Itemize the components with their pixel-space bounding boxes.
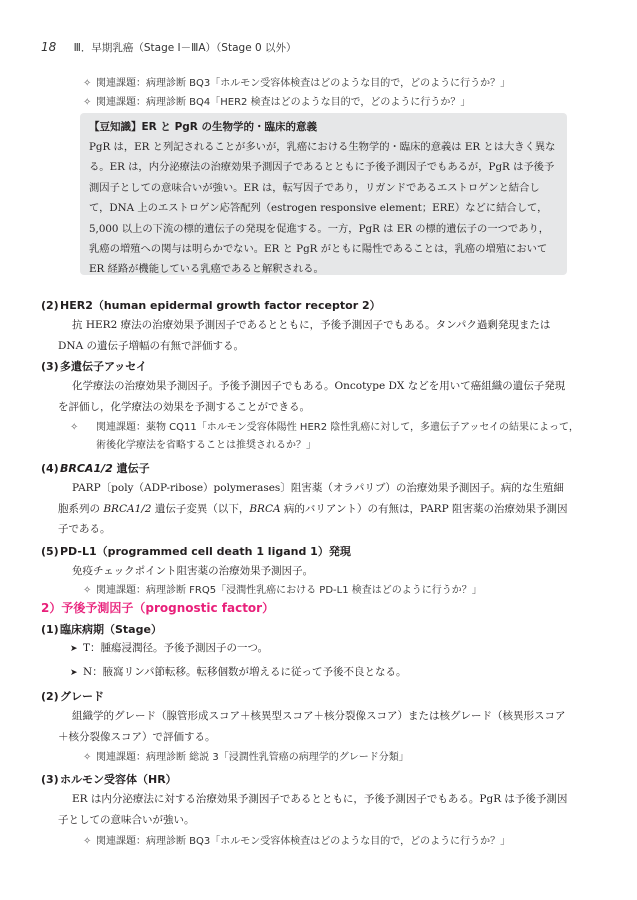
- section-heading-brca: (4)BRCA1/2 遺伝子: [41, 462, 150, 475]
- running-header: [41, 40, 297, 55]
- section-heading-prognostic: 2）予後予測因子（prognostic factor）: [41, 601, 275, 615]
- section-heading-hormone-receptor: (3)ホルモン受容体（HR）: [41, 773, 177, 786]
- section-text-pdl1: 免疫チェックポイント阻害薬の治療効果予測因子。: [72, 565, 314, 577]
- section-heading-stage: (1)臨床病期（Stage）: [41, 623, 162, 636]
- running-title: Ⅲ．早期乳癌（Stage Ⅰ－ⅢA）（Stage 0 以外）: [73, 42, 297, 54]
- page-number: 18: [41, 40, 57, 54]
- tip-box-title: 【豆知識】ER と PgR の生物学的・臨床的意義: [89, 121, 318, 133]
- list-item: ➤ N：腋窩リンパ節転移。転移個数が増えるに従って予後不良となる。: [70, 666, 407, 678]
- section-text-hormone-receptor: ER は内分泌療法に対する治療効果予測因子であるとともに，予後予測因子でもある。PgR は予後予測因子としての意味合いが強い。: [58, 793, 568, 826]
- related-topic-ref: ✧ 関連課題：病理診断 BQ3「ホルモン受容体検査はどのような目的で，どのように行うか？」: [83, 78, 511, 89]
- section-heading-pdl1: (5)PD-L1（programmed cell death 1 ligand 1）発現: [41, 545, 351, 558]
- tip-box-body: PgR は，ER と列記されることが多いが，乳癌における生物学的・臨床的意義は ER とは大きく異なる。ER は，内分泌療法の治療効果予測因子であるとともに予後予測因子でもあるが，PgR は予後予測因子としての意味合いが強い。ER は，転写因子であり，リガンドであるエストロゲンと結合して，DNA 上のエストロゲン応答配列（estrogen responsive element；ERE）などに結合して，5,000 以上の下流の標的遺伝子の発現を促進する。一方，PgR は ER の標的遺伝子の一つであり，乳癌の増殖への関与は明らかでない。ER と PgR がともに陽性であることは，乳癌の増殖においてER 経路が機能している乳癌であると解釈される。: [89, 141, 556, 276]
- section-text-her2: 抗 HER2 療法の治療効果予測因子であるとともに，予後予測因子でもある。タンパク過剰発現または DNA の遺伝子増幅の有無で評価する。: [58, 319, 551, 352]
- section-text-multigene: 化学療法の治療効果予測因子。予後予測因子でもある。Oncotype DX などを用いて癌組織の遺伝子発現を評価し，化学療法の効果を予測することができる。: [58, 380, 566, 413]
- related-topic-ref: ✧ 関連課題：薬物 CQ11「ホルモン受容体陽性 HER2 陰性乳癌に対して，多遺伝子アッセイの結果によって，術後化学療法を省略することは推奨されるか？」: [83, 419, 580, 455]
- arrowhead-icon: ➤: [70, 644, 78, 654]
- arrowhead-icon: ➤: [70, 668, 78, 678]
- section-text-grade: 組織学的グレード（腺管形成スコア＋核異型スコア＋核分裂像スコア）または核グレード（核異形スコア＋核分裂像スコア）で評価する。: [58, 710, 566, 743]
- related-topic-ref: ✧ 関連課題：病理診断 BQ4「HER2 検査はどのような目的で，どのように行うか？」: [83, 97, 471, 108]
- diamond-star-icon: ✧: [83, 97, 92, 108]
- tip-box: [80, 113, 567, 275]
- diamond-star-icon: ✧: [83, 78, 92, 89]
- related-topic-ref: ✧ 関連課題：病理診断 BQ3「ホルモン受容体検査はどのような目的で，どのように行うか？」: [83, 836, 511, 847]
- section-text-brca: PARP〔poly（ADP-ribose）polymerases〕阻害薬（オラパリブ）の治療効果予測因子。病的な生殖細胞系列の BRCA1/2 遺伝子変異（以下，BRCA 病的バリアント）の有無は，PARP 阻害薬の治療効果予測因子である。: [58, 482, 568, 536]
- section-heading-grade: (2)グレード: [41, 690, 104, 703]
- section-heading-her2: (2)HER2（human epidermal growth factor receptor 2）: [41, 299, 381, 312]
- list-item: ➤ T：腫瘍浸潤径。予後予測因子の一つ。: [70, 642, 269, 654]
- related-topic-ref: ✧ 関連課題：病理診断 総説 3「浸潤性乳管癌の病理学的グレード分類」: [83, 752, 409, 763]
- diamond-star-icon: ✧: [70, 422, 79, 433]
- diamond-star-icon: ✧: [83, 752, 92, 763]
- related-topic-ref: ✧ 関連課題：病理診断 FRQ5「浸潤性乳癌における PD-L1 検査はどのように行うか？」: [83, 585, 482, 596]
- section-heading-multigene: (3)多遺伝子アッセイ: [41, 360, 147, 373]
- diamond-star-icon: ✧: [83, 585, 92, 596]
- diamond-star-icon: ✧: [83, 836, 92, 847]
